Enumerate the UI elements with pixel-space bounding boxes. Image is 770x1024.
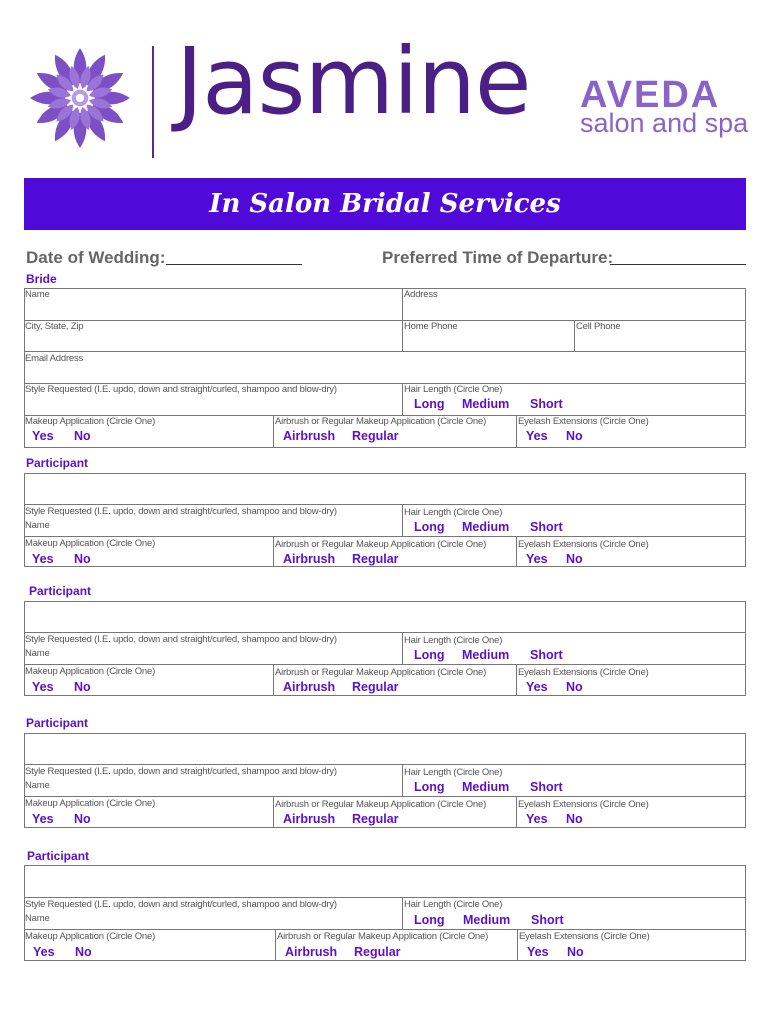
- bride-airbrush-label: Airbrush or Regular Makeup Application (Circle One): [275, 416, 487, 427]
- participant-4-hair-long-option[interactable]: Long: [414, 913, 445, 927]
- participant-2-makeup-label: Makeup Application (Circle One): [25, 666, 156, 677]
- participant-4-eyelash-label: Eyelash Extensions (Circle One): [519, 931, 650, 942]
- participant-2-airbrush-option[interactable]: Airbrush: [283, 680, 336, 694]
- bride-hair-long-option[interactable]: Long: [414, 397, 445, 411]
- participant-1-heading: Participant: [26, 456, 89, 470]
- partner-logo: AVEDA: [580, 74, 721, 116]
- participant-4-makeup-label: Makeup Application (Circle One): [25, 931, 156, 942]
- page-title: In Salon Bridal Services: [209, 189, 561, 219]
- participant-1-hair-short-option[interactable]: Short: [530, 520, 563, 534]
- bride-makeup-yes-option[interactable]: Yes: [32, 429, 54, 443]
- participant-2-regular-option[interactable]: Regular: [352, 680, 399, 694]
- partner-subtitle: salon and spa: [580, 108, 749, 138]
- jasmine-flower-logo: [28, 46, 132, 150]
- participant-2-eyelash-no-option[interactable]: No: [566, 680, 583, 694]
- participant-3-hair-length-label: Hair Length (Circle One): [404, 767, 503, 778]
- participant-1-hair-length-label: Hair Length (Circle One): [404, 507, 503, 518]
- participant-4-hair-medium-option[interactable]: Medium: [463, 913, 511, 927]
- participant-4-style-field[interactable]: Style Requested (I.E. updo, down and straight/curled, shampoo and blow-dry): [25, 899, 337, 910]
- participant-3-makeup-label: Makeup Application (Circle One): [25, 798, 156, 809]
- bride-name-field[interactable]: Name: [25, 289, 50, 300]
- participant-2-style-field[interactable]: Style Requested (I.E. updo, down and straight/curled, shampoo and blow-dry): [25, 634, 337, 645]
- bride-cell-phone-field[interactable]: Cell Phone: [576, 321, 621, 332]
- date-of-wedding-input[interactable]: [166, 264, 302, 265]
- participant-3-hair-medium-option[interactable]: Medium: [462, 780, 510, 794]
- participant-1-hair-medium-option[interactable]: Medium: [462, 520, 510, 534]
- bride-heading: Bride: [26, 272, 57, 286]
- participant-2-makeup-no-option[interactable]: No: [74, 680, 91, 694]
- participant-4-hair-short-option[interactable]: Short: [531, 913, 564, 927]
- participant-2-heading: Participant: [29, 584, 92, 598]
- participant-4-makeup-yes-option[interactable]: Yes: [33, 945, 55, 959]
- participant-4-heading: Participant: [27, 849, 90, 863]
- participant-4-regular-option[interactable]: Regular: [354, 945, 401, 959]
- bride-email-field[interactable]: Email Address: [25, 353, 84, 364]
- bride-city-field[interactable]: City, State, Zip: [25, 321, 84, 332]
- participant-2-hair-length-label: Hair Length (Circle One): [404, 635, 503, 646]
- participant-3-hair-short-option[interactable]: Short: [530, 780, 563, 794]
- participant-3-heading: Participant: [26, 716, 89, 730]
- participant-3-airbrush-option[interactable]: Airbrush: [283, 812, 336, 826]
- departure-time-label: Preferred Time of Departure:: [382, 248, 614, 267]
- participant-4-eyelash-no-option[interactable]: No: [567, 945, 584, 959]
- bride-address-field[interactable]: Address: [404, 289, 438, 300]
- participant-1-hair-long-option[interactable]: Long: [414, 520, 445, 534]
- participant-3-style-field[interactable]: Style Requested (I.E. updo, down and straight/curled, shampoo and blow-dry): [25, 766, 337, 777]
- bride-style-field[interactable]: Style Requested (I.E. updo, down and straight/curled, shampoo and blow-dry): [25, 384, 337, 395]
- participant-2-hair-medium-option[interactable]: Medium: [462, 648, 510, 662]
- participant-4-eyelash-yes-option[interactable]: Yes: [527, 945, 549, 959]
- departure-time-input[interactable]: [610, 264, 746, 265]
- bride-eyelash-yes-option[interactable]: Yes: [526, 429, 548, 443]
- participant-2-airbrush-label: Airbrush or Regular Makeup Application (Circle One): [275, 667, 487, 678]
- participant-3-hair-long-option[interactable]: Long: [414, 780, 445, 794]
- participant-4-makeup-no-option[interactable]: No: [75, 945, 92, 959]
- participant-1-eyelash-yes-option[interactable]: Yes: [526, 552, 548, 566]
- participant-1-makeup-yes-option[interactable]: Yes: [32, 552, 54, 566]
- participant-2-hair-long-option[interactable]: Long: [414, 648, 445, 662]
- bride-hair-short-option[interactable]: Short: [530, 397, 563, 411]
- participant-1-eyelash-no-option[interactable]: No: [566, 552, 583, 566]
- participant-1-airbrush-label: Airbrush or Regular Makeup Application (Circle One): [275, 539, 487, 550]
- participant-4-hair-length-label: Hair Length (Circle One): [404, 899, 503, 910]
- participant-2-name-field[interactable]: Name: [25, 648, 50, 659]
- participant-2-eyelash-yes-option[interactable]: Yes: [526, 680, 548, 694]
- participant-3-makeup-yes-option[interactable]: Yes: [32, 812, 54, 826]
- participant-2-makeup-yes-option[interactable]: Yes: [32, 680, 54, 694]
- bride-eyelash-no-option[interactable]: No: [566, 429, 583, 443]
- participant-3-airbrush-label: Airbrush or Regular Makeup Application (Circle One): [275, 799, 487, 810]
- bride-eyelash-label: Eyelash Extensions (Circle One): [518, 416, 649, 427]
- date-of-wedding-label: Date of Wedding:: [26, 248, 166, 267]
- participant-2-hair-short-option[interactable]: Short: [530, 648, 563, 662]
- participant-3-eyelash-no-option[interactable]: No: [566, 812, 583, 826]
- bride-makeup-no-option[interactable]: No: [74, 429, 91, 443]
- bride-makeup-label: Makeup Application (Circle One): [25, 416, 156, 427]
- bride-hair-length-label: Hair Length (Circle One): [404, 384, 503, 395]
- participant-1-makeup-label: Makeup Application (Circle One): [25, 538, 156, 549]
- participant-1-eyelash-label: Eyelash Extensions (Circle One): [518, 539, 649, 550]
- bride-hair-medium-option[interactable]: Medium: [462, 397, 510, 411]
- participant-4-airbrush-option[interactable]: Airbrush: [285, 945, 338, 959]
- participant-3-eyelash-yes-option[interactable]: Yes: [526, 812, 548, 826]
- bride-airbrush-option[interactable]: Airbrush: [283, 429, 336, 443]
- participant-3-regular-option[interactable]: Regular: [352, 812, 399, 826]
- participant-4-airbrush-label: Airbrush or Regular Makeup Application (Circle One): [277, 931, 489, 942]
- participant-3-eyelash-label: Eyelash Extensions (Circle One): [518, 799, 649, 810]
- participant-1-airbrush-option[interactable]: Airbrush: [283, 552, 336, 566]
- bride-home-phone-field[interactable]: Home Phone: [404, 321, 458, 332]
- participant-1-regular-option[interactable]: Regular: [352, 552, 399, 566]
- brand-name: Jasmine: [176, 28, 531, 135]
- participant-1-name-field[interactable]: Name: [25, 520, 50, 531]
- bride-regular-option[interactable]: Regular: [352, 429, 399, 443]
- participant-3-name-field[interactable]: Name: [25, 780, 50, 791]
- logo-divider: [152, 46, 154, 158]
- participant-2-eyelash-label: Eyelash Extensions (Circle One): [518, 667, 649, 678]
- participant-1-makeup-no-option[interactable]: No: [74, 552, 91, 566]
- participant-1-style-field[interactable]: Style Requested (I.E. updo, down and straight/curled, shampoo and blow-dry): [25, 506, 337, 517]
- participant-4-name-field[interactable]: Name: [25, 913, 50, 924]
- participant-3-makeup-no-option[interactable]: No: [74, 812, 91, 826]
